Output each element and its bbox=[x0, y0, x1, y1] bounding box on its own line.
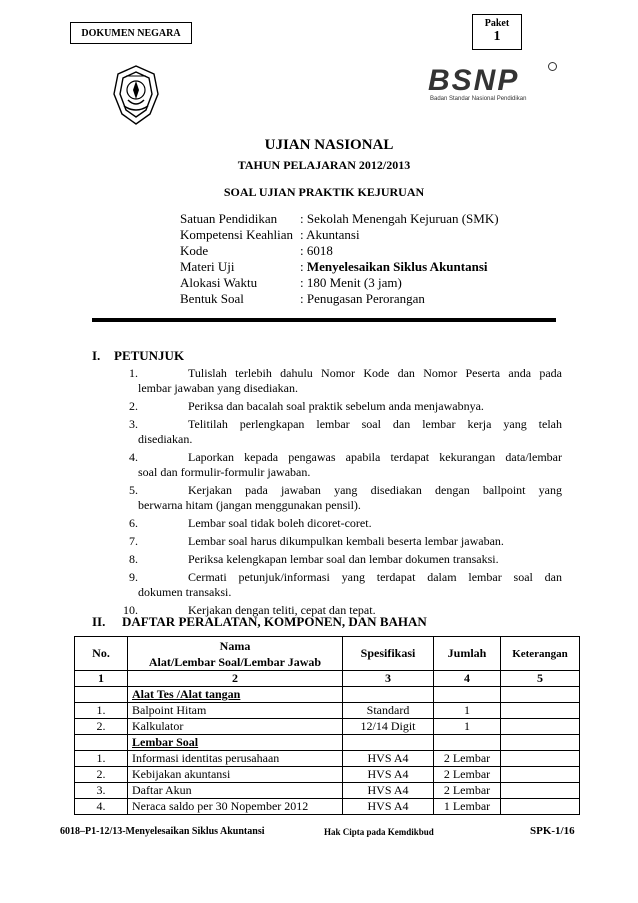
list-item-text-continued: berwarna hitam (jangan menggunakan pensil). bbox=[138, 498, 361, 512]
list-item-number: 2. bbox=[129, 399, 138, 413]
list-item-text-continued: lembar jawaban yang disediakan. bbox=[138, 381, 298, 395]
title-tahun-pelajaran: TAHUN PELAJARAN 2012/2013 bbox=[237, 158, 411, 172]
list-item-number: 7. bbox=[129, 534, 138, 548]
list-item-number: 6. bbox=[129, 516, 138, 530]
list-item-text: Lembar soal tidak boleh dicoret-coret. bbox=[188, 516, 372, 530]
list-item bbox=[108, 450, 562, 480]
list-item-text: Periksa dan bacalah soal praktik sebelum anda menjawabnya. bbox=[188, 399, 484, 413]
list-item-text: Telitilah perlengkapan lembar soal dan lembar kerja yang telah bbox=[188, 417, 562, 431]
table-header-row bbox=[75, 637, 580, 671]
section-2-number: II. bbox=[92, 614, 106, 629]
tut-wuri-handayani-emblem-icon bbox=[106, 60, 166, 130]
list-item-text-continued: dokumen transaksi. bbox=[138, 585, 232, 599]
list-item bbox=[108, 417, 562, 447]
list-item-number: 9. bbox=[129, 570, 138, 584]
header-jumlah: Jumlah bbox=[434, 637, 501, 671]
list-item bbox=[108, 483, 562, 513]
paket-box bbox=[472, 14, 522, 50]
header-spesifikasi: Spesifikasi bbox=[343, 637, 434, 671]
section-1-title: PETUNJUK bbox=[114, 348, 185, 363]
paket-number: 1 bbox=[493, 29, 501, 44]
list-item-number: 4. bbox=[129, 450, 138, 464]
list-item-text: Lembar soal harus dikumpulkan kembali beserta lembar jawaban. bbox=[188, 534, 504, 548]
list-item-text: Periksa kelengkapan lembar soal dan lembar dokumen transaksi. bbox=[188, 552, 499, 566]
list-item-text: Cermati petunjuk/informasi yang terdapat dalam lembar soal dan bbox=[188, 570, 562, 584]
bsnp-logo bbox=[428, 62, 558, 108]
table-row: 1. Balpoint Hitam Standard 1 bbox=[75, 703, 580, 719]
list-item-text-continued: soal dan formulir-formulir jawaban. bbox=[138, 465, 311, 479]
title-soal-ujian: SOAL UJIAN PRAKTIK KEJURUAN bbox=[223, 185, 425, 199]
table-row: 2. Kebijakan akuntansi HVS A4 2 Lembar bbox=[75, 767, 580, 783]
table-group-row: Alat Tes /Alat tangan bbox=[75, 687, 580, 703]
list-item-number: 5. bbox=[129, 483, 138, 497]
footer-copyright: Hak Cipta pada Kemdikbud bbox=[324, 827, 434, 837]
table-group-row: Lembar Soal bbox=[75, 735, 580, 751]
list-item bbox=[108, 399, 562, 414]
list-item-number: 3. bbox=[129, 417, 138, 431]
table-colnum-row: 1 2 3 4 5 bbox=[75, 671, 580, 687]
exam-info bbox=[180, 211, 499, 307]
header-nama: Nama Alat/Lembar Soal/Lembar Jawab bbox=[128, 637, 343, 671]
title-ujian-nasional: UJIAN NASIONAL bbox=[264, 137, 394, 153]
instruction-list bbox=[108, 366, 562, 621]
list-item-text: Tulislah terlebih dahulu Nomor Kode dan Nomor Peserta anda pada bbox=[188, 366, 562, 380]
list-item-text: Kerjakan pada jawaban yang disediakan dengan ballpoint yang bbox=[188, 483, 562, 497]
info-row: Alokasi Waktu : 180 Menit (3 jam) bbox=[180, 275, 402, 290]
info-row: Satuan Pendidikan : Sekolah Menengah Kejuruan (SMK) bbox=[180, 211, 499, 226]
bsnp-subtitle: Badan Standar Nasional Pendidikan bbox=[430, 96, 527, 102]
list-item-number: 1. bbox=[129, 366, 138, 380]
info-row: Kode : 6018 bbox=[180, 243, 333, 258]
list-item bbox=[108, 366, 562, 396]
table-row: 4. Neraca saldo per 30 Nopember 2012 HVS A4 1 Lembar bbox=[75, 799, 580, 815]
header-keterangan: Keterangan bbox=[501, 637, 580, 671]
list-item-number: 8. bbox=[129, 552, 138, 566]
list-item bbox=[108, 534, 562, 549]
list-item bbox=[108, 552, 562, 567]
equipment-table bbox=[74, 636, 580, 815]
list-item-text: Laporkan kepada pengawas apabila terdapat kekurangan data/lembar bbox=[188, 450, 562, 464]
info-row: Kompetensi Keahlian : Akuntansi bbox=[180, 227, 360, 242]
bsnp-logo-text: BSNP bbox=[428, 64, 520, 97]
list-item-number: 10. bbox=[123, 603, 138, 617]
footer-page: SPK-1/16 bbox=[530, 825, 575, 837]
dokumen-negara-label: DOKUMEN NEGARA bbox=[70, 22, 192, 44]
divider-rule bbox=[92, 318, 556, 322]
list-item-text-continued: disediakan. bbox=[138, 432, 193, 446]
section-2-title: DAFTAR PERALATAN, KOMPONEN, DAN BAHAN bbox=[122, 614, 427, 629]
table-row: 1. Informasi identitas perusahaan HVS A4 2 Lembar bbox=[75, 751, 580, 767]
header-no: No. bbox=[75, 637, 128, 671]
info-row: Materi Uji : Menyelesaikan Siklus Akuntansi bbox=[180, 259, 488, 274]
table-row: 3. Daftar Akun HVS A4 2 Lembar bbox=[75, 783, 580, 799]
paket-label: Paket bbox=[484, 18, 510, 29]
section-1-number: I. bbox=[92, 348, 101, 363]
info-row: Bentuk Soal : Penugasan Perorangan bbox=[180, 291, 425, 306]
list-item-text: Kerjakan dengan teliti, cepat dan tepat. bbox=[188, 603, 376, 617]
list-item bbox=[108, 570, 562, 600]
footer-code: 6018–P1-12/13-Menyelesaikan Siklus Akuntansi bbox=[60, 826, 265, 837]
list-item bbox=[108, 516, 562, 531]
table-row: 2. Kalkulator 12/14 Digit 1 bbox=[75, 719, 580, 735]
